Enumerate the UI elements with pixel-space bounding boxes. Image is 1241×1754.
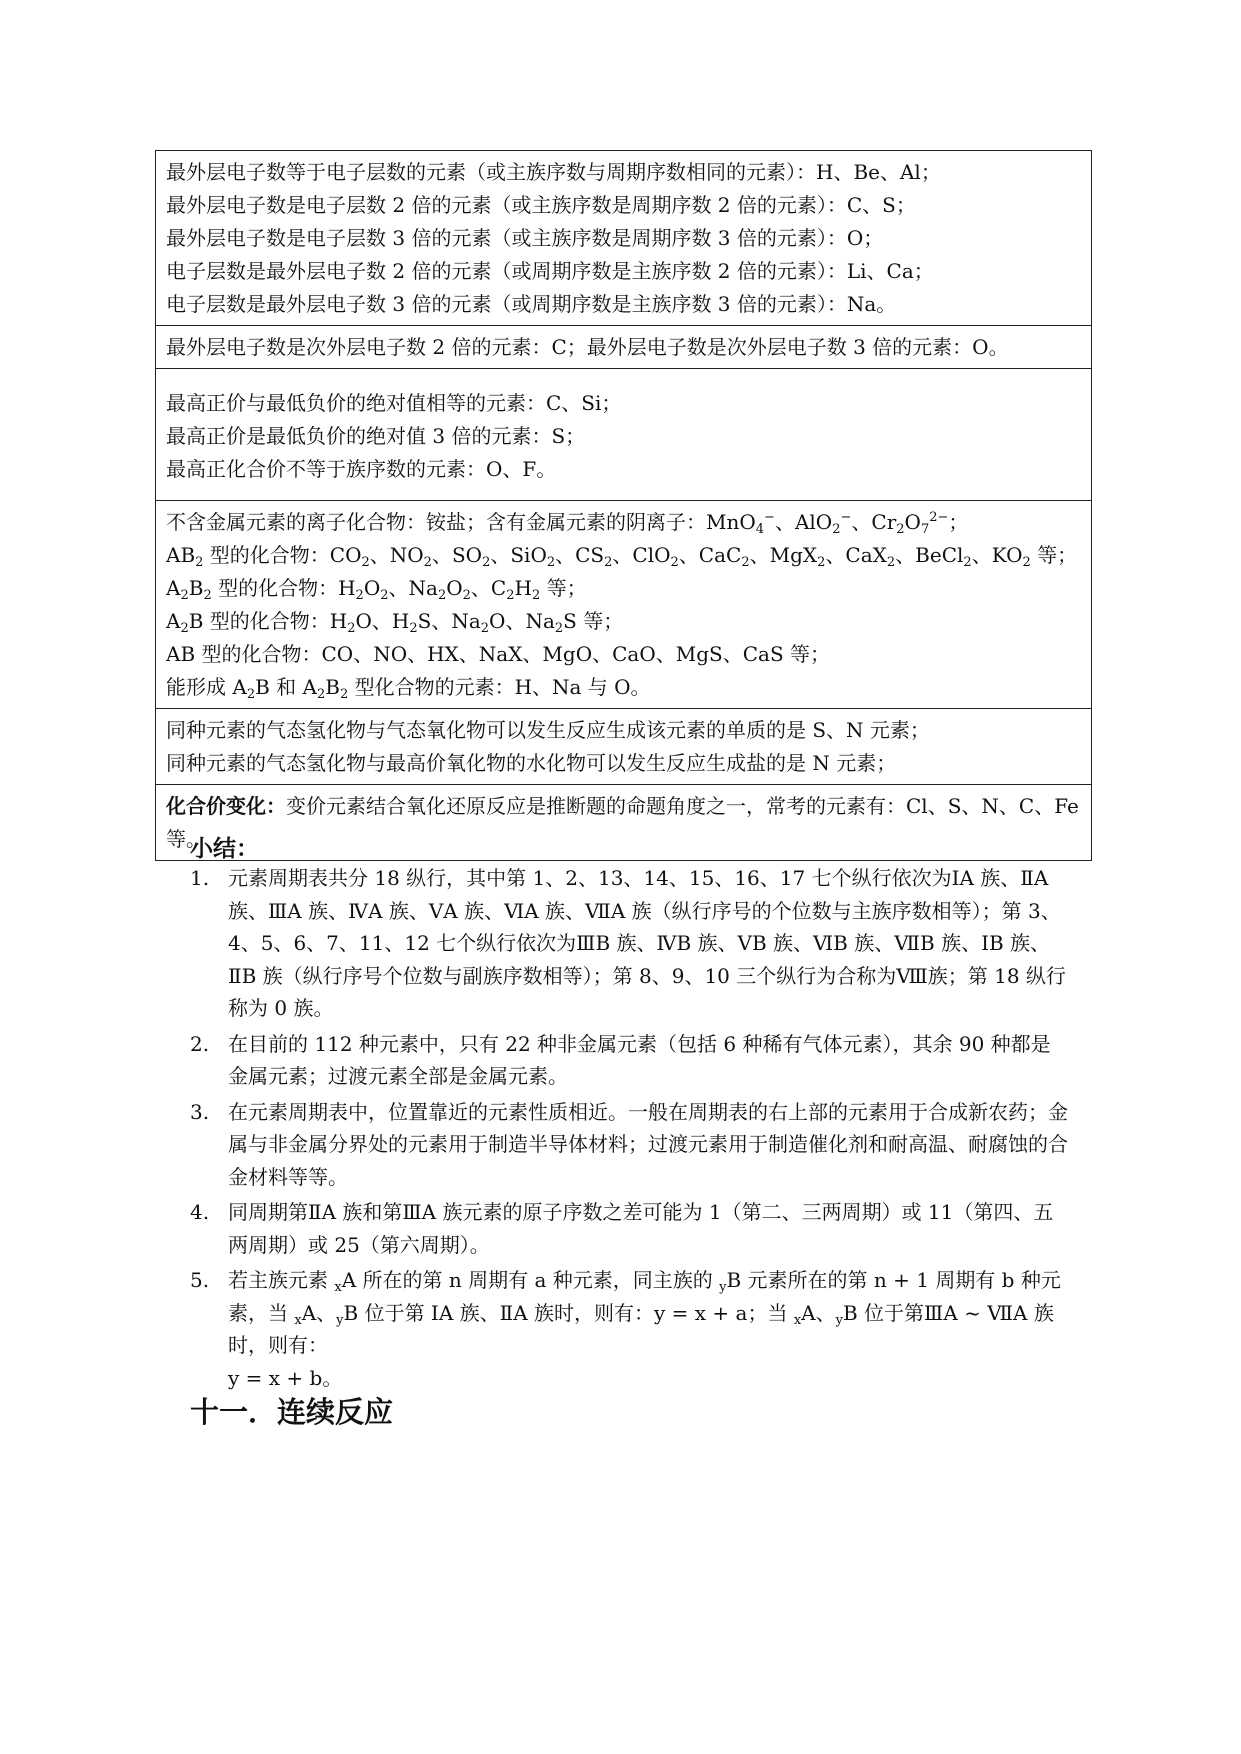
text-run: 、KO (971, 543, 1023, 567)
subscript: x (334, 1280, 342, 1295)
item-text (228, 1268, 1061, 1390)
text-line (166, 572, 1081, 605)
subscript: 2 (246, 687, 256, 702)
text-line: 最高正化合价不等于族序数的元素：O、F。 (166, 457, 557, 481)
subscript: y (835, 1312, 843, 1328)
text-run: 、SO (431, 543, 483, 567)
item-text: 在目前的 112 种元素中，只有 22 种非金属元素（包括 6 种稀有气体元素），其余 90 种都是金属元素；过渡元素全部是金属元素。 (228, 1031, 1051, 1088)
text-line: 最外层电子数是电子层数 3 倍的元素（或主族序数是周期序数 3 倍的元素）：O； (166, 226, 884, 250)
subscript: x (294, 1312, 302, 1328)
list-item (190, 862, 1070, 1025)
text-run: 不含金属元素的离子化合物：铵盐；含有金属元素的阴离子：MnO (166, 510, 756, 534)
text-run: 型的化合物：CO (203, 543, 362, 567)
summary-title: 小结： (190, 836, 259, 862)
subscript: 2 (180, 588, 189, 603)
subscript: 2 (409, 621, 418, 636)
item-text: 在元素周期表中，位置靠近的元素性质相近。一般在周期表的右上部的元素用于合成新农药；金属与非金属分界处的元素用于制造半导体材料；过渡元素用于制造催化剂和耐高温、耐腐蚀的合金材料等等。 (228, 1099, 1068, 1189)
superscript: − (840, 510, 852, 525)
item-text: 同周期第ⅡA 族和第ⅢA 族元素的原子序数之差可能为 1（第二、三两周期）或 11（第四、五两周期）或 25（第六周期）。 (228, 1200, 1054, 1257)
item-text: 元素周期表共分 18 纵行，其中第 1、2、13、14、15、16、17 七个纵行依次为ⅠA 族、ⅡA 族、ⅢA 族、ⅣA 族、ⅤA 族、ⅥA 族、ⅦA 族（纵行序号的个位数与主族序数相等）；第 3、4、5、6、7、11、12 七个纵行依次为ⅢB 族、ⅣB 族、ⅤB 族、ⅥB 族、ⅦB 族、ⅠB 族、ⅡB 族（纵行序号个位数与副族序数相等）；第 8、9、10 三个纵行为合称为Ⅷ族；第 18 纵行称为 0 族。 (228, 866, 1066, 1020)
table-cell (156, 501, 1092, 709)
subscript: 2 (896, 522, 905, 537)
subscript: 2 (380, 588, 389, 603)
text-line: 最外层电子数等于电子层数的元素（或主族序数与周期序数相同的元素）：H、Be、Al； (166, 160, 941, 184)
formula: y = x + b。 (228, 1365, 343, 1390)
subscript: 2 (437, 588, 447, 603)
text-run: A (166, 576, 181, 600)
text-run: 、C (470, 576, 507, 600)
text-line (166, 790, 1081, 856)
text-line (166, 506, 1081, 539)
table-cell (156, 709, 1092, 785)
item-number: 5. (190, 1268, 210, 1292)
subscript: 2 (339, 687, 349, 702)
text-run: A、 (301, 1300, 337, 1325)
list-item (190, 1264, 1070, 1394)
subscript: 2 (886, 555, 896, 570)
text-run: 、AlO (774, 510, 833, 534)
subscript: 2 (546, 555, 556, 570)
subscript: 2 (195, 555, 204, 570)
subscript: y (719, 1280, 727, 1295)
text-run: B 型的化合物：H (188, 609, 348, 633)
subscript: 2 (832, 522, 841, 537)
item-number: 1. (190, 866, 210, 890)
list-item (190, 1196, 1070, 1261)
table-cell (156, 151, 1092, 326)
text-run: A (166, 609, 181, 633)
table-cell (156, 785, 1092, 861)
text-line: 最外层电子数是电子层数 2 倍的元素（或主族序数是周期序数 2 倍的元素）：C、S； (166, 193, 916, 217)
subscript: 2 (1022, 555, 1031, 570)
subscript: 2 (316, 687, 326, 702)
subscript: 2 (554, 621, 564, 636)
text-line: 同种元素的气态氢化物与气态氧化物可以发生反应生成该元素的单质的是 S、N 元素； (166, 718, 930, 742)
subscript: 2 (963, 555, 972, 570)
table-row (156, 151, 1092, 326)
table-row (156, 709, 1092, 785)
element-facts-table (155, 150, 1092, 861)
superscript: − (764, 510, 775, 525)
table-row (156, 369, 1092, 501)
subscript: 4 (755, 522, 765, 537)
text-run: AB (166, 543, 196, 567)
text-run: 、BeCl (895, 543, 964, 567)
subscript: 2 (361, 555, 370, 570)
text-run: 、CaC (678, 543, 742, 567)
subscript: y (336, 1312, 344, 1328)
text-line (166, 671, 1081, 704)
text-run: O、Na (489, 609, 555, 633)
text-line: 同种元素的气态氢化物与最高价氧化物的水化物可以发生反应生成盐的是 N 元素； (166, 751, 897, 775)
subscript: 2 (482, 555, 491, 570)
table-row (156, 785, 1092, 861)
text-run: S 等； (563, 609, 624, 633)
item-number: 4. (190, 1200, 210, 1224)
table-cell (156, 326, 1092, 369)
item-number: 2. (190, 1031, 210, 1056)
text-run: B 元素所在的第 n + 1 周期有 b 种元素，当 (228, 1268, 1061, 1325)
text-run: 、Na (388, 576, 438, 600)
text-run: 、CaX (825, 543, 887, 567)
subscript: 2 (531, 588, 541, 603)
text-line: 电子层数是最外层电子数 3 倍的元素（或周期序数是主族序数 3 倍的元素）：Na。 (166, 292, 897, 316)
text-run: B (188, 576, 204, 600)
subscript: 2 (355, 588, 364, 603)
section-heading: 十一．连续反应 (190, 1395, 394, 1429)
text-run: 能形成 A (166, 675, 247, 699)
list-item (190, 1096, 1070, 1194)
text-line: AB 型的化合物：CO、NO、HX、NaX、MgO、CaO、MgS、CaS 等； (166, 642, 831, 666)
text-run: O (904, 510, 921, 534)
text-run: O (363, 576, 381, 600)
text-run: A、 (801, 1300, 836, 1325)
subscript: 2 (423, 555, 432, 570)
text-run: O、H (355, 609, 410, 633)
subscript: 2 (347, 621, 356, 636)
table-cell (156, 369, 1092, 501)
subscript: 2 (480, 621, 490, 636)
text-run: 、SiO (490, 543, 547, 567)
text-run: 型化合物的元素：H、Na 与 O。 (348, 675, 651, 699)
table-row (156, 326, 1092, 369)
text-run: 变价元素结合氧化还原反应是推断题的命题角度之一，常考的元素有：Cl、S、N、C、Fe 等。 (166, 794, 1079, 851)
text-run: 、NO (369, 543, 424, 567)
text-run: 型的化合物：H (211, 576, 356, 600)
superscript: 2− (929, 510, 949, 525)
list-item (190, 1028, 1070, 1093)
subscript: 2 (817, 555, 826, 570)
bold-label: 化合价变化： (166, 794, 286, 818)
subscript: 2 (462, 588, 471, 603)
text-run: 、MgX (749, 543, 818, 567)
table-row (156, 501, 1092, 709)
item-number: 3. (190, 1099, 210, 1124)
subscript: 2 (180, 621, 189, 636)
text-run: B (325, 675, 340, 699)
text-run: 等； (540, 576, 587, 600)
text-line (166, 539, 1081, 572)
text-line: 最高正价是最低负价的绝对值 3 倍的元素：S； (166, 424, 586, 448)
text-run: B 位于第ⅢA ~ ⅦA 族时，则有： (228, 1300, 1054, 1357)
text-line: 最高正价与最低负价的绝对值相等的元素：C、Si； (166, 391, 622, 415)
text-run: 、CS (555, 543, 605, 567)
text-run: S、Na (417, 609, 481, 633)
text-line: 最外层电子数是次外层电子数 2 倍的元素：C；最外层电子数是次外层电子数 3 倍的元素：O。 (166, 335, 1009, 359)
text-run: B 位于第 IA 族、ⅡA 族时，则有：y = x + a；当 (343, 1300, 794, 1325)
text-run: B 和 A (255, 675, 317, 699)
subscript: 2 (604, 555, 613, 570)
subscript: 7 (920, 522, 930, 537)
subscript: x (793, 1312, 802, 1328)
subscript: 2 (203, 588, 212, 603)
summary-list (190, 862, 1070, 1397)
text-run: 、ClO (612, 543, 671, 567)
text-run: 等； (1030, 543, 1078, 567)
text-run: ； (948, 510, 969, 534)
text-run: O (446, 576, 463, 600)
text-line (166, 605, 1081, 638)
text-run: H (514, 576, 532, 600)
text-run: 、Cr (851, 510, 897, 534)
subscript: 2 (506, 588, 515, 603)
text-run: 若主族元素 (228, 1268, 335, 1292)
subscript: 2 (670, 555, 679, 570)
text-line: 电子层数是最外层电子数 2 倍的元素（或周期序数是主族序数 2 倍的元素）：Li、Ca； (166, 259, 934, 283)
text-run: A 所在的第 n 周期有 a 种元素，同主族的 (341, 1268, 720, 1292)
subscript: 2 (741, 555, 750, 570)
